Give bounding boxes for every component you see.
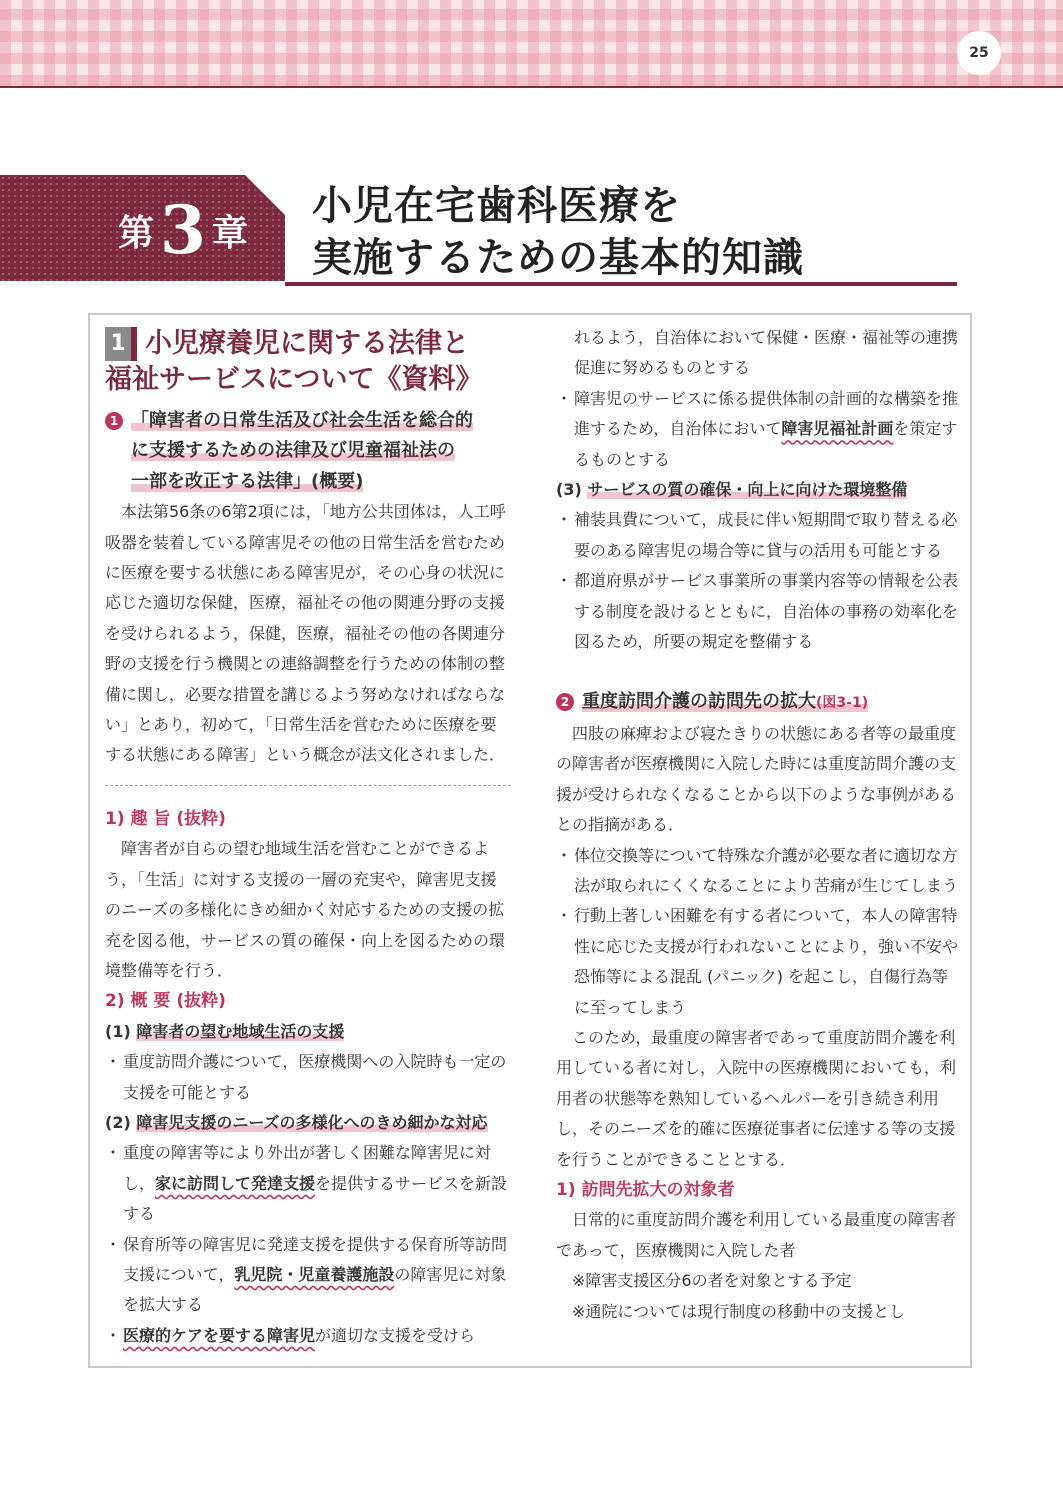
section-title-line2: 福祉サービスについて《資料》 (105, 364, 483, 395)
item3-bullet2: 都道府県がサービス事業所の事業内容等の情報を公表する制度を設けるとともに，自治体の事務の効率化を図るため，所要の規定を整備する (574, 571, 959, 652)
item1-heading (105, 1017, 511, 1047)
list-item: ・ 体位交換等について特殊な介護が必要な者に適切な方法が取られにくくなることにより苦痛が生じてしまう (556, 845, 959, 895)
shushi-paragraph: 障害者が自らの望む地域生活を営むことができるよう，「生活」に対する支援の一層の充実や，障害児支援のニーズの多様化にきめ細かく対応するための支援の拡充を図る他，サービスの質の確保・向上を図るための環境整備等を行う． (105, 839, 506, 980)
list-item: ・ 行動上著しい困難を有する者について，本人の障害特性に応じた支援が行われないことにより，強い不安や恐怖等による混乱 (パニック) を起こし，自傷行為等に至ってしまう (556, 906, 959, 1017)
item3-bullet1: 補装具費について，成長に伴い短期間で取り替える必要のある障害児の場合等に貸与の活用も可能とする (574, 510, 958, 560)
chapter-title (312, 180, 804, 284)
sub1-line1: 「障害者の日常生活及び社会生活を総合的 (131, 410, 473, 431)
list-item: ・ 都道府県がサービス事業所の事業内容等の情報を公表する制度を設けるとともに，自治体の事務の効率化を図るため，所要の規定を整備する (556, 571, 959, 652)
chapter-label-pre: 第 (118, 211, 155, 254)
item3-title: サービスの質の確保・向上に向けた環境整備 (587, 480, 908, 500)
note-2: ※通院については現行制度の移動中の支援とし (572, 1301, 906, 1321)
heading-target: 1) 訪問先拡大の対象者 (556, 1179, 735, 1200)
subsection-1-heading (105, 406, 511, 497)
item1-title: 障害者の望む地域生活の支援 (136, 1021, 345, 1041)
chapter-label (118, 190, 248, 270)
page-number: 25 (957, 31, 1001, 75)
spacer (556, 657, 962, 687)
plan-bold: 障害児福祉計画 (781, 419, 894, 439)
list-item: ・ 保育所等の障害児に発達支援を提供する保育所等訪問支援について，乳児院・児童養護施設の障害児に対象を拡大する (105, 1234, 508, 1315)
item2-heading (105, 1108, 511, 1138)
circle-number-1: 1 (105, 412, 123, 430)
item1-label: (1) (105, 1021, 137, 1041)
chapter-rule (285, 282, 957, 286)
left-column (105, 326, 511, 1351)
plan-b: を策定するものとする (574, 419, 958, 469)
chapter-number: 3 (160, 191, 206, 269)
item2-b3-a: が適切な支援を受けら (315, 1325, 476, 1345)
sub2-figure-ref: (図3-1) (816, 695, 869, 712)
item2-title: 障害児支援のニーズの多様化へのきめ細かな対応 (136, 1112, 488, 1132)
paragraph-3: 日常的に重度訪問介護を利用している最重度の障害者であって，医療機関に入院した者 (556, 1210, 957, 1260)
list-item: ・ 重度の障害等により外出が著しく困難な障害児に対し，家に訪問して発達支援を提供するサービスを新設する (105, 1143, 508, 1224)
bullet-1: 体位交換等について特殊な介護が必要な者に適切な方法が取られにくくなることにより苦痛が生じてしまう (574, 845, 959, 895)
circle-number-2: 2 (556, 693, 574, 711)
item2-b2-a: 保育所等の障害児に発達支援を提供する保育所等訪問支援について， (123, 1234, 508, 1284)
right-column (556, 323, 962, 1327)
sub1-line2: に支援するための法律及び児童福祉法の (131, 440, 455, 462)
item2-label: (2) (105, 1112, 137, 1132)
plan-a: 障害児のサービスに係る提供体制の計画的な構築を推進するため，自治体において (574, 388, 959, 439)
paragraph-2: このため，最重度の障害者であって重度訪問介護を利用している者に対し，入院中の医療機関においても，利用者の状態等を熟知しているヘルパーを引き続き利用し，そのニーズを的確に医療従事者に伝達する等の支援を行うことができることとする． (556, 1027, 957, 1169)
item1-bullet1: 重度訪問介護について，医療機関への入院時も一定の支援を可能とする (123, 1052, 507, 1102)
item2-b3-bold: 医療的ケアを要する障害児 (123, 1325, 316, 1345)
dashed-separator (105, 785, 511, 786)
section-number: 1 (105, 327, 137, 361)
chapter-title-line2: 実施するための基本的知識 (312, 235, 804, 281)
continued-text: れるよう，自治体において保健・医療・福祉等の連携促進に努めるものとする (574, 328, 959, 378)
chapter-title-line1: 小児在宅歯科医療を (312, 183, 681, 229)
item2-b2-b: の障害児に対象を拡大する (123, 1264, 507, 1315)
list-item: ・ 医療的ケアを要する障害児が適切な支援を受けら (105, 1325, 476, 1345)
item2-b1-bold: 家に訪問して発達支援 (155, 1173, 316, 1193)
item2-b2-bold: 乳児院・児童養護施設 (234, 1264, 395, 1284)
chapter-label-post: 章 (211, 211, 248, 254)
sub1-line3: 一部を改正する法律」(概要) (131, 470, 364, 492)
list-item: ・ 障害児のサービスに係る提供体制の計画的な構築を推進するため，自治体において障害児福祉計画を策定するものとする (556, 388, 959, 469)
section-title-line1: 小児療養児に関する法律と (145, 328, 469, 359)
item3-label: (3) (556, 480, 588, 500)
subsection-2-heading (556, 687, 962, 718)
list-item: ・ 補装具費について，成長に伴い短期間で取り替える必要のある障害児の場合等に貸与の活用も可能とする (556, 510, 958, 560)
note-1: ※障害支援区分6の者を対象とする予定 (572, 1271, 852, 1291)
section-title (105, 326, 511, 398)
item3-heading (556, 475, 962, 505)
item2-b1-a: 重度の障害等により外出が著しく困難な障害児に対し， (123, 1143, 492, 1193)
bullet-2: 行動上著しい困難を有する者について，本人の障害特性に応じた支援が行われないことにより，強い不安や恐怖等による混乱 (パニック) を起こし，自傷行為等に至ってしまう (574, 906, 959, 1017)
heading-gaiyo: 2) 概 要 (抜粋) (105, 991, 226, 1012)
item2-b1-b: を提供するサービスを新設する (123, 1173, 508, 1224)
list-item: ・ 重度訪問介護について，医療機関への入院時も一定の支援を可能とする (105, 1052, 507, 1102)
intro-paragraph: 本法第56条の6第2項には，「地方公共団体は，人工呼吸器を装着している障害児その他の日常生活を営むために医療を要する状態にある障害児が，その心身の状況に応じた適切な保健，医療，福祉その他の関連分野の支援を受けられるよう，保健，医療，福祉その他の各関連分野の支援を行う機関との連絡調整を行うための体制の整備に関し，必要な措置を講じるよう努めなければならない」とあり，初めて，「日常生活を営むために医療を要する状態にある障害」という概念が法文化されました． (105, 502, 506, 765)
heading-shushi: 1) 趣 旨 (抜粋) (105, 808, 226, 829)
paragraph-1: 四肢の麻痺および寝たきりの状態にある者等の最重度の障害者が医療機関に入院した時には重度訪問介護の支援が受けられなくなることから以下のような事例があるとの指摘がある． (556, 723, 957, 835)
sub2-title: 重度訪問介護の訪問先の拡大 (582, 691, 816, 713)
header-band (0, 0, 1063, 88)
